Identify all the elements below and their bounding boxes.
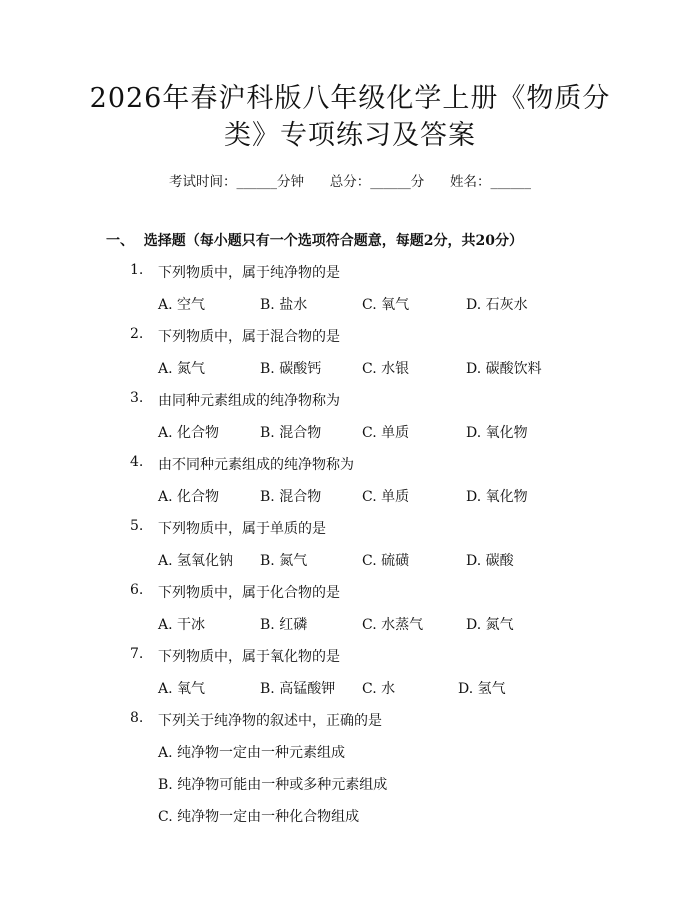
option-b: B. 盐水 [260,297,308,313]
option-a: A. 氢氧化钠 [158,553,234,569]
option-c: C. 水 [362,681,396,697]
option-c: C. 水银 [362,361,410,377]
option-d: D. 碳酸 [466,553,514,569]
question-number: 3. [130,390,144,406]
question-number: 7. [130,646,144,662]
question-text: 下列物质中，属于纯净物的是 [158,265,340,281]
question-text: 由同种元素组成的纯净物称为 [158,393,340,409]
option-d: D. 氧化物 [466,425,528,441]
question-text: 下列物质中，属于混合物的是 [158,329,340,345]
title-line-2: 类》专项练习及答案 [224,120,476,151]
question-text: 下列关于纯净物的叙述中，正确的是 [158,713,382,729]
option-c: C. 单质 [362,425,410,441]
exam-info: 考试时间：______分钟 总分：______分 姓名：______ [169,174,531,190]
question-text: 下列物质中，属于单质的是 [158,521,326,537]
option-d: D. 氧化物 [466,489,528,505]
option-c: C. 氧气 [362,297,410,313]
option-a: A. 氧气 [158,681,206,697]
option-c: C. 硫磺 [362,553,410,569]
question-number: 4. [130,454,144,470]
question-number: 2. [130,326,144,342]
question-text: 下列物质中，属于氧化物的是 [158,649,340,665]
option-b: B. 高锰酸钾 [260,681,336,697]
section-heading-multiple-choice: 一、 选择题（每小题只有一个选项符合题意，每题2分，共20分） [106,233,523,249]
option-a: A. 氮气 [158,361,206,377]
option-b: B. 混合物 [260,489,322,505]
option-c: C. 纯净物一定由一种化合物组成 [158,809,360,825]
option-a: A. 干冰 [158,617,206,633]
question-text: 由不同种元素组成的纯净物称为 [158,457,354,473]
option-a: A. 化合物 [158,489,220,505]
option-b: B. 氮气 [260,553,308,569]
option-b: B. 纯净物可能由一种或多种元素组成 [158,777,388,793]
option-c: C. 单质 [362,489,410,505]
question-number: 6. [130,582,144,598]
question-number: 8. [130,710,144,726]
option-b: B. 碳酸钙 [260,361,322,377]
option-b: B. 混合物 [260,425,322,441]
option-a: A. 空气 [158,297,206,313]
option-d: D. 石灰水 [466,297,528,313]
option-c: C. 水蒸气 [362,617,424,633]
title-line-1: 2026年春沪科版八年级化学上册《物质分 [89,83,611,114]
option-d: D. 氮气 [466,617,514,633]
option-b: B. 红磷 [260,617,308,633]
question-text: 下列物质中，属于化合物的是 [158,585,340,601]
question-number: 1. [130,262,144,278]
option-a: A. 化合物 [158,425,220,441]
question-number: 5. [130,518,144,534]
option-d: D. 碳酸饮料 [466,361,542,377]
option-d: D. 氢气 [458,681,506,697]
option-a: A. 纯净物一定由一种元素组成 [158,745,346,761]
